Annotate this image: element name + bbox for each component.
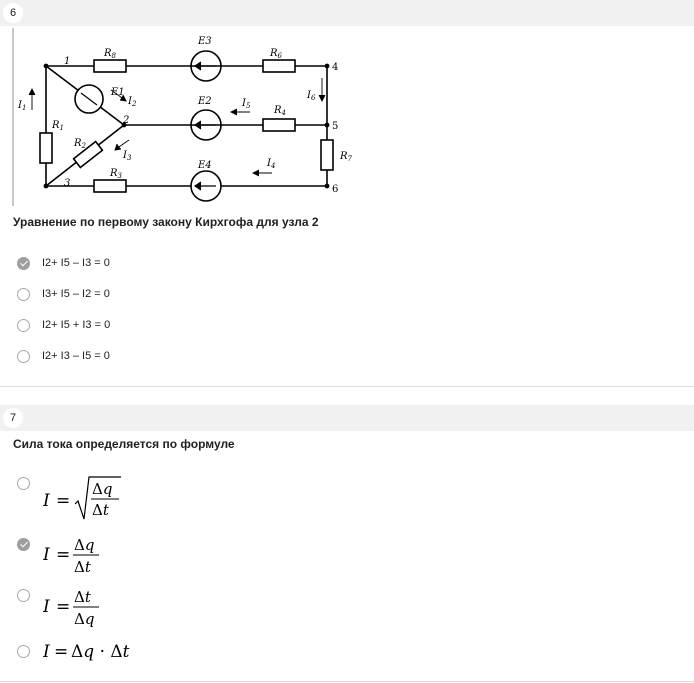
q7-option-3-formula	[43, 584, 123, 632]
question-divider	[0, 386, 694, 387]
svg-text:R1: $R_1$	[52, 120, 64, 132]
svg-text:I: I	[43, 545, 50, 565]
svg-text:E2: E2	[198, 96, 212, 107]
q7-option-2-formula	[43, 532, 123, 578]
radio-icon[interactable]	[17, 350, 30, 363]
resistor-r7	[321, 140, 333, 170]
svg-text:R7: $R_7$	[340, 151, 352, 163]
circuit-diagram	[12, 28, 362, 206]
question-7-header	[0, 405, 694, 431]
svg-text:R2: $R_2$	[74, 138, 86, 150]
question-divider	[0, 681, 694, 682]
resistor-r4	[263, 119, 295, 131]
q7-option-4-formula	[43, 640, 153, 664]
svg-text:Δq: Δq	[92, 480, 113, 498]
svg-text:I: I	[43, 491, 50, 511]
svg-text:Δq · Δt: Δq · Δt	[71, 642, 130, 662]
svg-text:6: 6	[332, 184, 339, 195]
q7-option-3[interactable]	[17, 587, 30, 603]
svg-text:I: I	[43, 597, 50, 617]
svg-text:Δt: Δt	[74, 558, 91, 576]
svg-text:I2: $I_2$	[128, 96, 137, 108]
svg-text:1: 1	[64, 56, 71, 67]
svg-text:E3: E3	[198, 36, 212, 47]
svg-text:=: =	[56, 545, 71, 565]
radio-icon[interactable]	[17, 319, 30, 332]
svg-text:R4: $R_4$	[274, 105, 286, 117]
svg-text:I5: $I_5$	[242, 98, 251, 110]
q7-option-2[interactable]	[17, 536, 30, 552]
svg-text:Δt: Δt	[92, 501, 109, 519]
svg-text:R8: $R_8$	[104, 48, 116, 60]
svg-text:2: 2	[123, 115, 130, 126]
svg-text:I6: $I_6$	[307, 90, 316, 102]
svg-text:I: I	[43, 642, 50, 662]
q6-option-2[interactable]	[17, 286, 110, 302]
svg-text:=: =	[56, 597, 71, 617]
q7-option-1[interactable]	[17, 475, 30, 491]
radio-icon[interactable]	[17, 477, 30, 490]
question-6-header	[0, 0, 694, 26]
radio-checked-icon[interactable]	[17, 257, 30, 270]
svg-text:E4: E4	[198, 160, 212, 171]
q6-option-3[interactable]	[17, 317, 110, 333]
resistor-r6	[263, 60, 295, 72]
svg-text:I3: $I_3$	[123, 150, 132, 162]
radio-checked-icon[interactable]	[17, 538, 30, 551]
svg-text:Δt: Δt	[74, 588, 91, 606]
svg-text:5: 5	[332, 121, 339, 132]
resistor-r8	[94, 60, 126, 72]
svg-text:I4: $I_4$	[267, 158, 276, 170]
svg-text:3: 3	[64, 178, 71, 189]
question-7-number: 7	[3, 408, 23, 428]
question-7-text: Сила тока определяется по формуле	[13, 437, 235, 451]
svg-text:4: 4	[332, 62, 339, 73]
q6-option-3-label: I2+ I5 + I3 = 0	[42, 319, 111, 331]
q6-option-1-label: I2+ I5 – I3 = 0	[42, 257, 110, 269]
q7-option-4[interactable]	[17, 643, 30, 659]
svg-text:Δq: Δq	[74, 610, 95, 628]
svg-text:I1: $I_1$	[18, 100, 27, 112]
svg-text:Δq: Δq	[74, 536, 95, 554]
radio-icon[interactable]	[17, 645, 30, 658]
q7-option-1-formula	[43, 474, 133, 524]
svg-text:=: =	[56, 491, 71, 511]
resistor-r3	[94, 180, 126, 192]
question-6-text: Уравнение по первому закону Кирхгофа для узла 2	[13, 215, 319, 229]
svg-text:E1: E1	[111, 87, 125, 98]
radio-icon[interactable]	[17, 288, 30, 301]
resistor-r1	[40, 133, 52, 163]
q6-option-4-label: I2+ I3 – I5 = 0	[42, 350, 110, 362]
q6-option-1[interactable]	[17, 255, 110, 271]
q6-option-4[interactable]	[17, 348, 110, 364]
svg-text:R6: $R_6$	[270, 48, 282, 60]
svg-text:R3: $R_3$	[110, 168, 122, 180]
question-6-number: 6	[3, 3, 23, 23]
svg-text:=: =	[54, 642, 69, 662]
radio-icon[interactable]	[17, 589, 30, 602]
q6-option-2-label: I3+ I5 – I2 = 0	[42, 288, 110, 300]
